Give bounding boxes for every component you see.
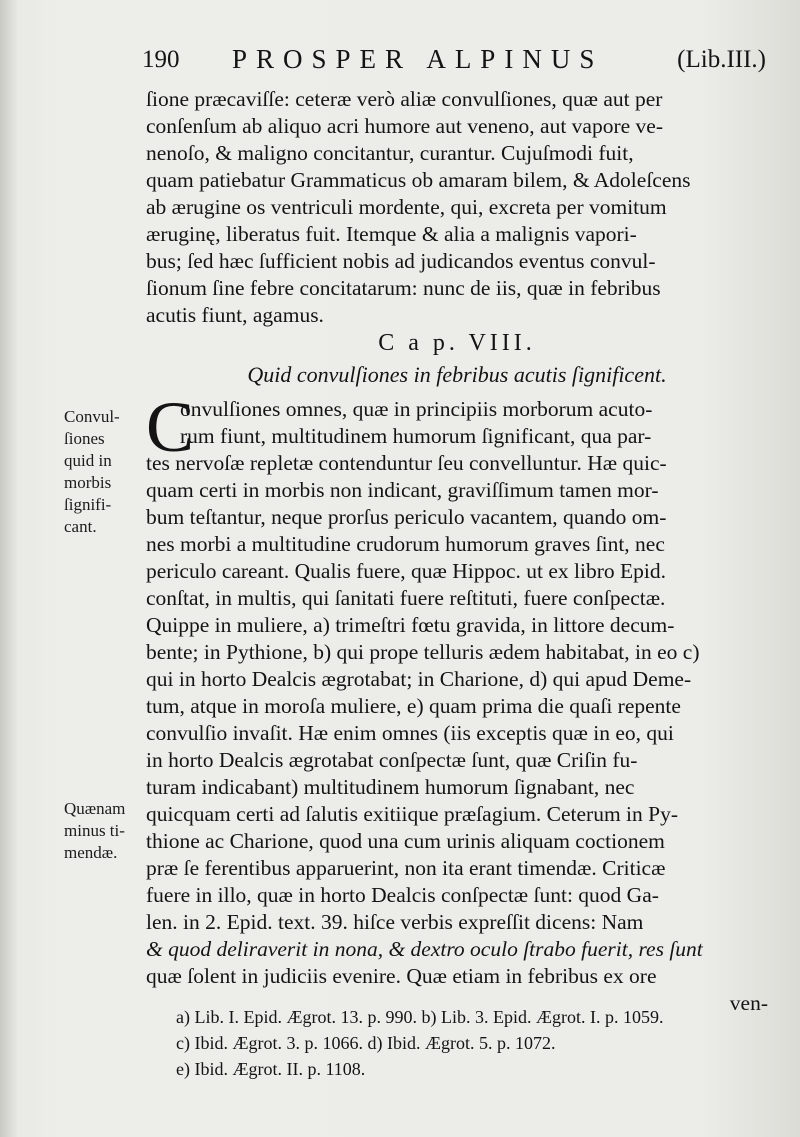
- margin-note-quaenam: [64, 798, 125, 864]
- text-line: convulſio invaſit. Hæ enim omnes (iis exceptis quæ in eo, qui: [146, 721, 674, 745]
- text-line: nes morbi a multitudine crudorum humorum graves ſint, nec: [146, 532, 665, 556]
- page-number: 190: [142, 46, 180, 73]
- drop-cap: C: [146, 387, 195, 467]
- catchword: ven-: [729, 991, 768, 1015]
- margin-note-line: cant.: [64, 517, 97, 536]
- book-reference: (Lib.III.): [677, 46, 766, 73]
- page-header: [142, 42, 772, 82]
- margin-note-line: Quænam: [64, 799, 126, 818]
- text-line: & quod deliraverit in nona, & dextro oculo ſtrabo fuerit, res ſunt: [146, 937, 703, 961]
- text-line: nenoſo, & maligno concitantur, curantur. Cujuſmodi fuit,: [146, 141, 634, 165]
- text-line: præ ſe ferentibus apparuerint, non ita erant timendæ. Criticæ: [146, 856, 666, 880]
- text-line: turam indicabant) multitudinem humorum ſignabant, nec: [146, 775, 635, 799]
- footnote-line: c) Ibid. Ægrot. 3. p. 1066. d) Ibid. Ægrot. 5. p. 1072.: [176, 1033, 556, 1053]
- text-line: quam patiebatur Grammaticus ob amaram bilem, & Adoleſcens: [146, 168, 691, 192]
- text-line: bus; ſed hæc ſufficient nobis ad judicandos eventus convul-: [146, 249, 656, 273]
- running-head: PROSPER ALPINUS: [232, 44, 604, 74]
- text-line: rum fiunt, multitudinem humorum ſignificant, qua par-: [180, 424, 652, 448]
- margin-note-line: quid in: [64, 451, 112, 470]
- margin-note-line: Convul-: [64, 407, 120, 426]
- margin-note-line: mendæ.: [64, 843, 118, 862]
- chapter-heading: C a p. VIII.: [378, 330, 536, 356]
- text-line: acutis fiunt, agamus.: [146, 303, 324, 327]
- text-line: bum teſtantur, neque prorſus periculo vacantem, quando om-: [146, 505, 667, 529]
- chapter-subtitle: Quid convulſiones in febribus acutis ſignificent.: [247, 362, 667, 387]
- text-line: quæ ſolent in judiciis evenire. Quæ etiam in febribus ex ore: [146, 964, 657, 988]
- text-line: æruginę, liberatus fuit. Itemque & alia a malignis vapori-: [146, 222, 637, 246]
- margin-note-convulsiones: [64, 406, 120, 538]
- text-line: ab ærugine os ventriculi mordente, qui, excreta per vomitum: [146, 195, 667, 219]
- text-line: in horto Dealcis ægrotabat conſpectæ ſunt, quæ Criſin fu-: [146, 748, 638, 772]
- text-line: onvulſiones omnes, quæ in principiis morborum acuto-: [180, 397, 653, 421]
- footnotes: [176, 1004, 776, 1082]
- text-line: tes nervoſæ repletæ contenduntur ſeu convelluntur. Hæ quic-: [146, 451, 667, 475]
- text-line: quam certi in morbis non indicant, graviſſimum tamen mor-: [146, 478, 659, 502]
- chapter-paragraph: [146, 387, 768, 1017]
- text-line: fuere in illo, quæ in horto Dealcis conſpectæ ſunt: quod Ga-: [146, 883, 659, 907]
- text-line: conſenſum ab aliquo acri humore aut veneno, aut vapore ve-: [146, 114, 663, 138]
- text-line: len. in 2. Epid. text. 39. hiſce verbis expreſſit dicens: Nam: [146, 910, 644, 934]
- text-line: quicquam certi ad ſalutis exitiique præſagium. Ceterum in Py-: [146, 802, 679, 826]
- margin-note-line: minus ti-: [64, 821, 125, 840]
- footnote-line: e) Ibid. Ægrot. II. p. 1108.: [176, 1059, 366, 1079]
- text-line: thione ac Charione, quod una cum urinis aliquam coctionem: [146, 829, 665, 853]
- margin-note-line: morbis: [64, 473, 112, 492]
- text-line: tum, atque in moroſa muliere, e) quam prima die quaſi repente: [146, 694, 681, 718]
- margin-note-line: ſiones: [64, 429, 105, 448]
- text-line: bente; in Pythione, b) qui prope telluris ædem habitabat, in eo c): [146, 640, 700, 664]
- margin-note-line: ſignifi-: [64, 495, 112, 514]
- text-line: ſionum ſine febre concitatarum: nunc de iis, quæ in febribus: [146, 276, 661, 300]
- opening-paragraph: [146, 86, 768, 329]
- text-line: qui in horto Dealcis ægrotabat; in Charione, d) qui apud Deme-: [146, 667, 692, 691]
- text-line: conſtat, in multis, qui ſanitati fuere reſtituti, fuere conſpectæ.: [146, 586, 666, 610]
- text-line: periculo careant. Qualis fuere, quæ Hippoc. ut ex libro Epid.: [146, 559, 667, 583]
- text-line: Quippe in muliere, a) trimeſtri fœtu gravida, in littore decum-: [146, 613, 675, 637]
- text-line: ſione præcaviſſe: ceteræ verò aliæ convulſiones, quæ aut per: [146, 87, 663, 111]
- footnote-line: a) Lib. I. Epid. Ægrot. 13. p. 990. b) Lib. 3. Epid. Ægrot. I. p. 1059.: [176, 1007, 664, 1027]
